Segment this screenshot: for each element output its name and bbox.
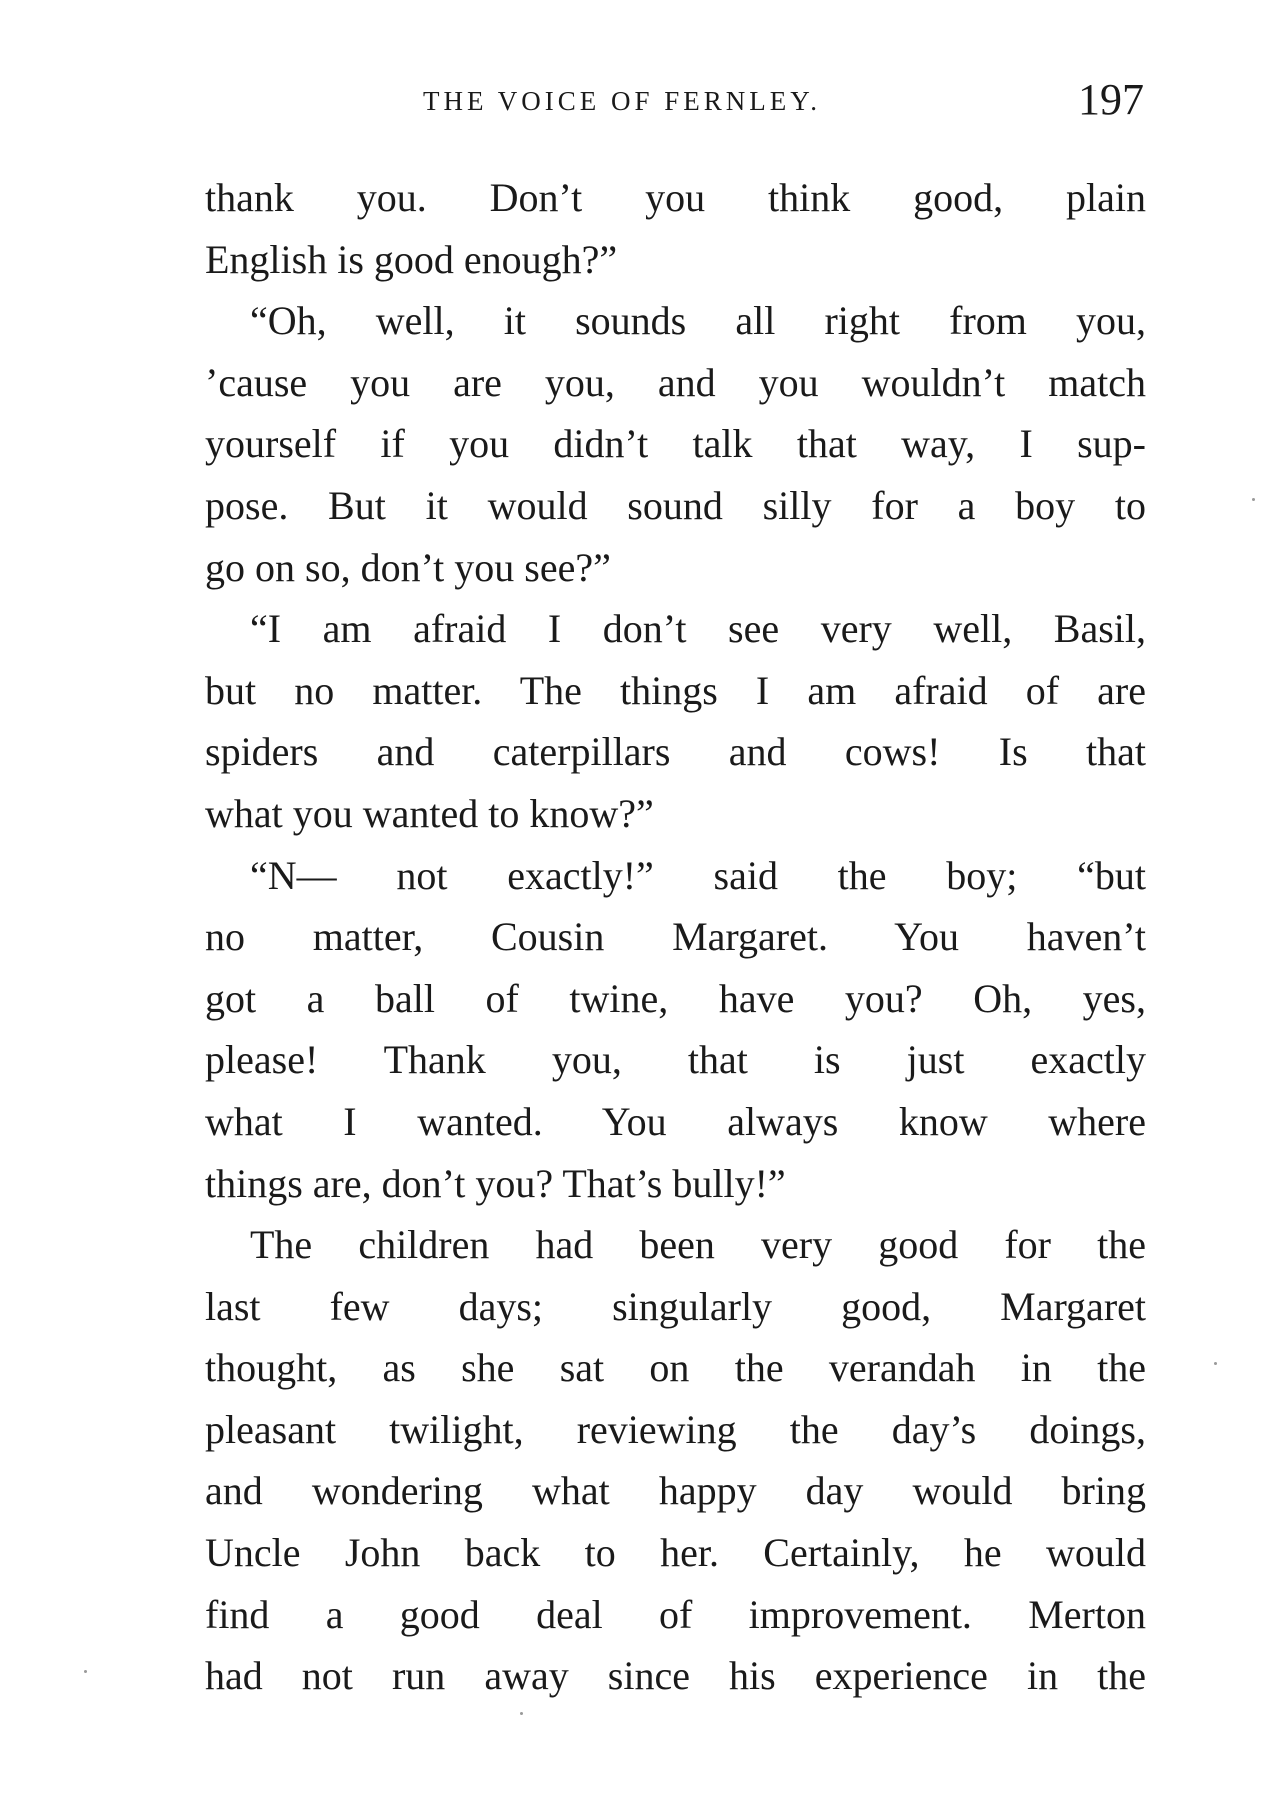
paper-speck <box>84 1670 87 1673</box>
text-line: The children had been very good for the <box>250 1222 1146 1268</box>
text-line: thought, as she sat on the verandah in the <box>205 1345 1146 1391</box>
text-line: what I wanted. You always know where <box>205 1098 1146 1144</box>
text-line: find a good deal of improvement. Merton <box>205 1591 1146 1637</box>
paper-speck <box>520 1712 523 1715</box>
text-line: what you wanted to know?” <box>205 790 654 836</box>
paper-speck <box>1214 1362 1217 1365</box>
running-title: THE VOICE OF FERNLEY. <box>423 86 822 116</box>
text-line: no matter, Cousin Margaret. You haven’t <box>205 914 1146 960</box>
text-line: thank you. Don’t you think good, plain <box>205 175 1146 220</box>
text-line: but no matter. The things I am afraid of are <box>205 667 1146 713</box>
text-line: “Oh, well, it sounds all right from you, <box>250 298 1146 344</box>
text-line: and wondering what happy day would bring <box>205 1468 1146 1514</box>
text-line: yourself if you didn’t talk that way, I sup- <box>205 421 1146 467</box>
text-line: pleasant twilight, reviewing the day’s doings, <box>205 1406 1146 1452</box>
text-line: Uncle John back to her. Certainly, he would <box>205 1530 1146 1576</box>
text-line: had not run away since his experience in the <box>205 1653 1146 1699</box>
text-line: spiders and caterpillars and cows! Is that <box>205 729 1146 775</box>
paper-speck <box>1252 498 1255 501</box>
body-text <box>205 167 1146 1707</box>
text-line: ’cause you are you, and you wouldn’t match <box>205 359 1146 405</box>
running-header <box>205 74 1146 134</box>
text-line: “N— not exactly!” said the boy; “but <box>250 852 1146 898</box>
text-line: “I am afraid I don’t see very well, Basil, <box>250 606 1146 652</box>
text-line: English is good enough?” <box>205 236 618 282</box>
text-line: go on so, don’t you see?” <box>205 544 611 590</box>
text-line: last few days; singularly good, Margaret <box>205 1283 1146 1329</box>
text-line: please! Thank you, that is just exactly <box>205 1037 1146 1083</box>
text-line: got a ball of twine, have you? Oh, yes, <box>205 975 1146 1021</box>
page-number: 197 <box>1078 75 1144 124</box>
text-line: things are, don’t you? That’s bully!” <box>205 1160 786 1206</box>
text-line: pose. But it would sound silly for a boy to <box>205 482 1146 528</box>
